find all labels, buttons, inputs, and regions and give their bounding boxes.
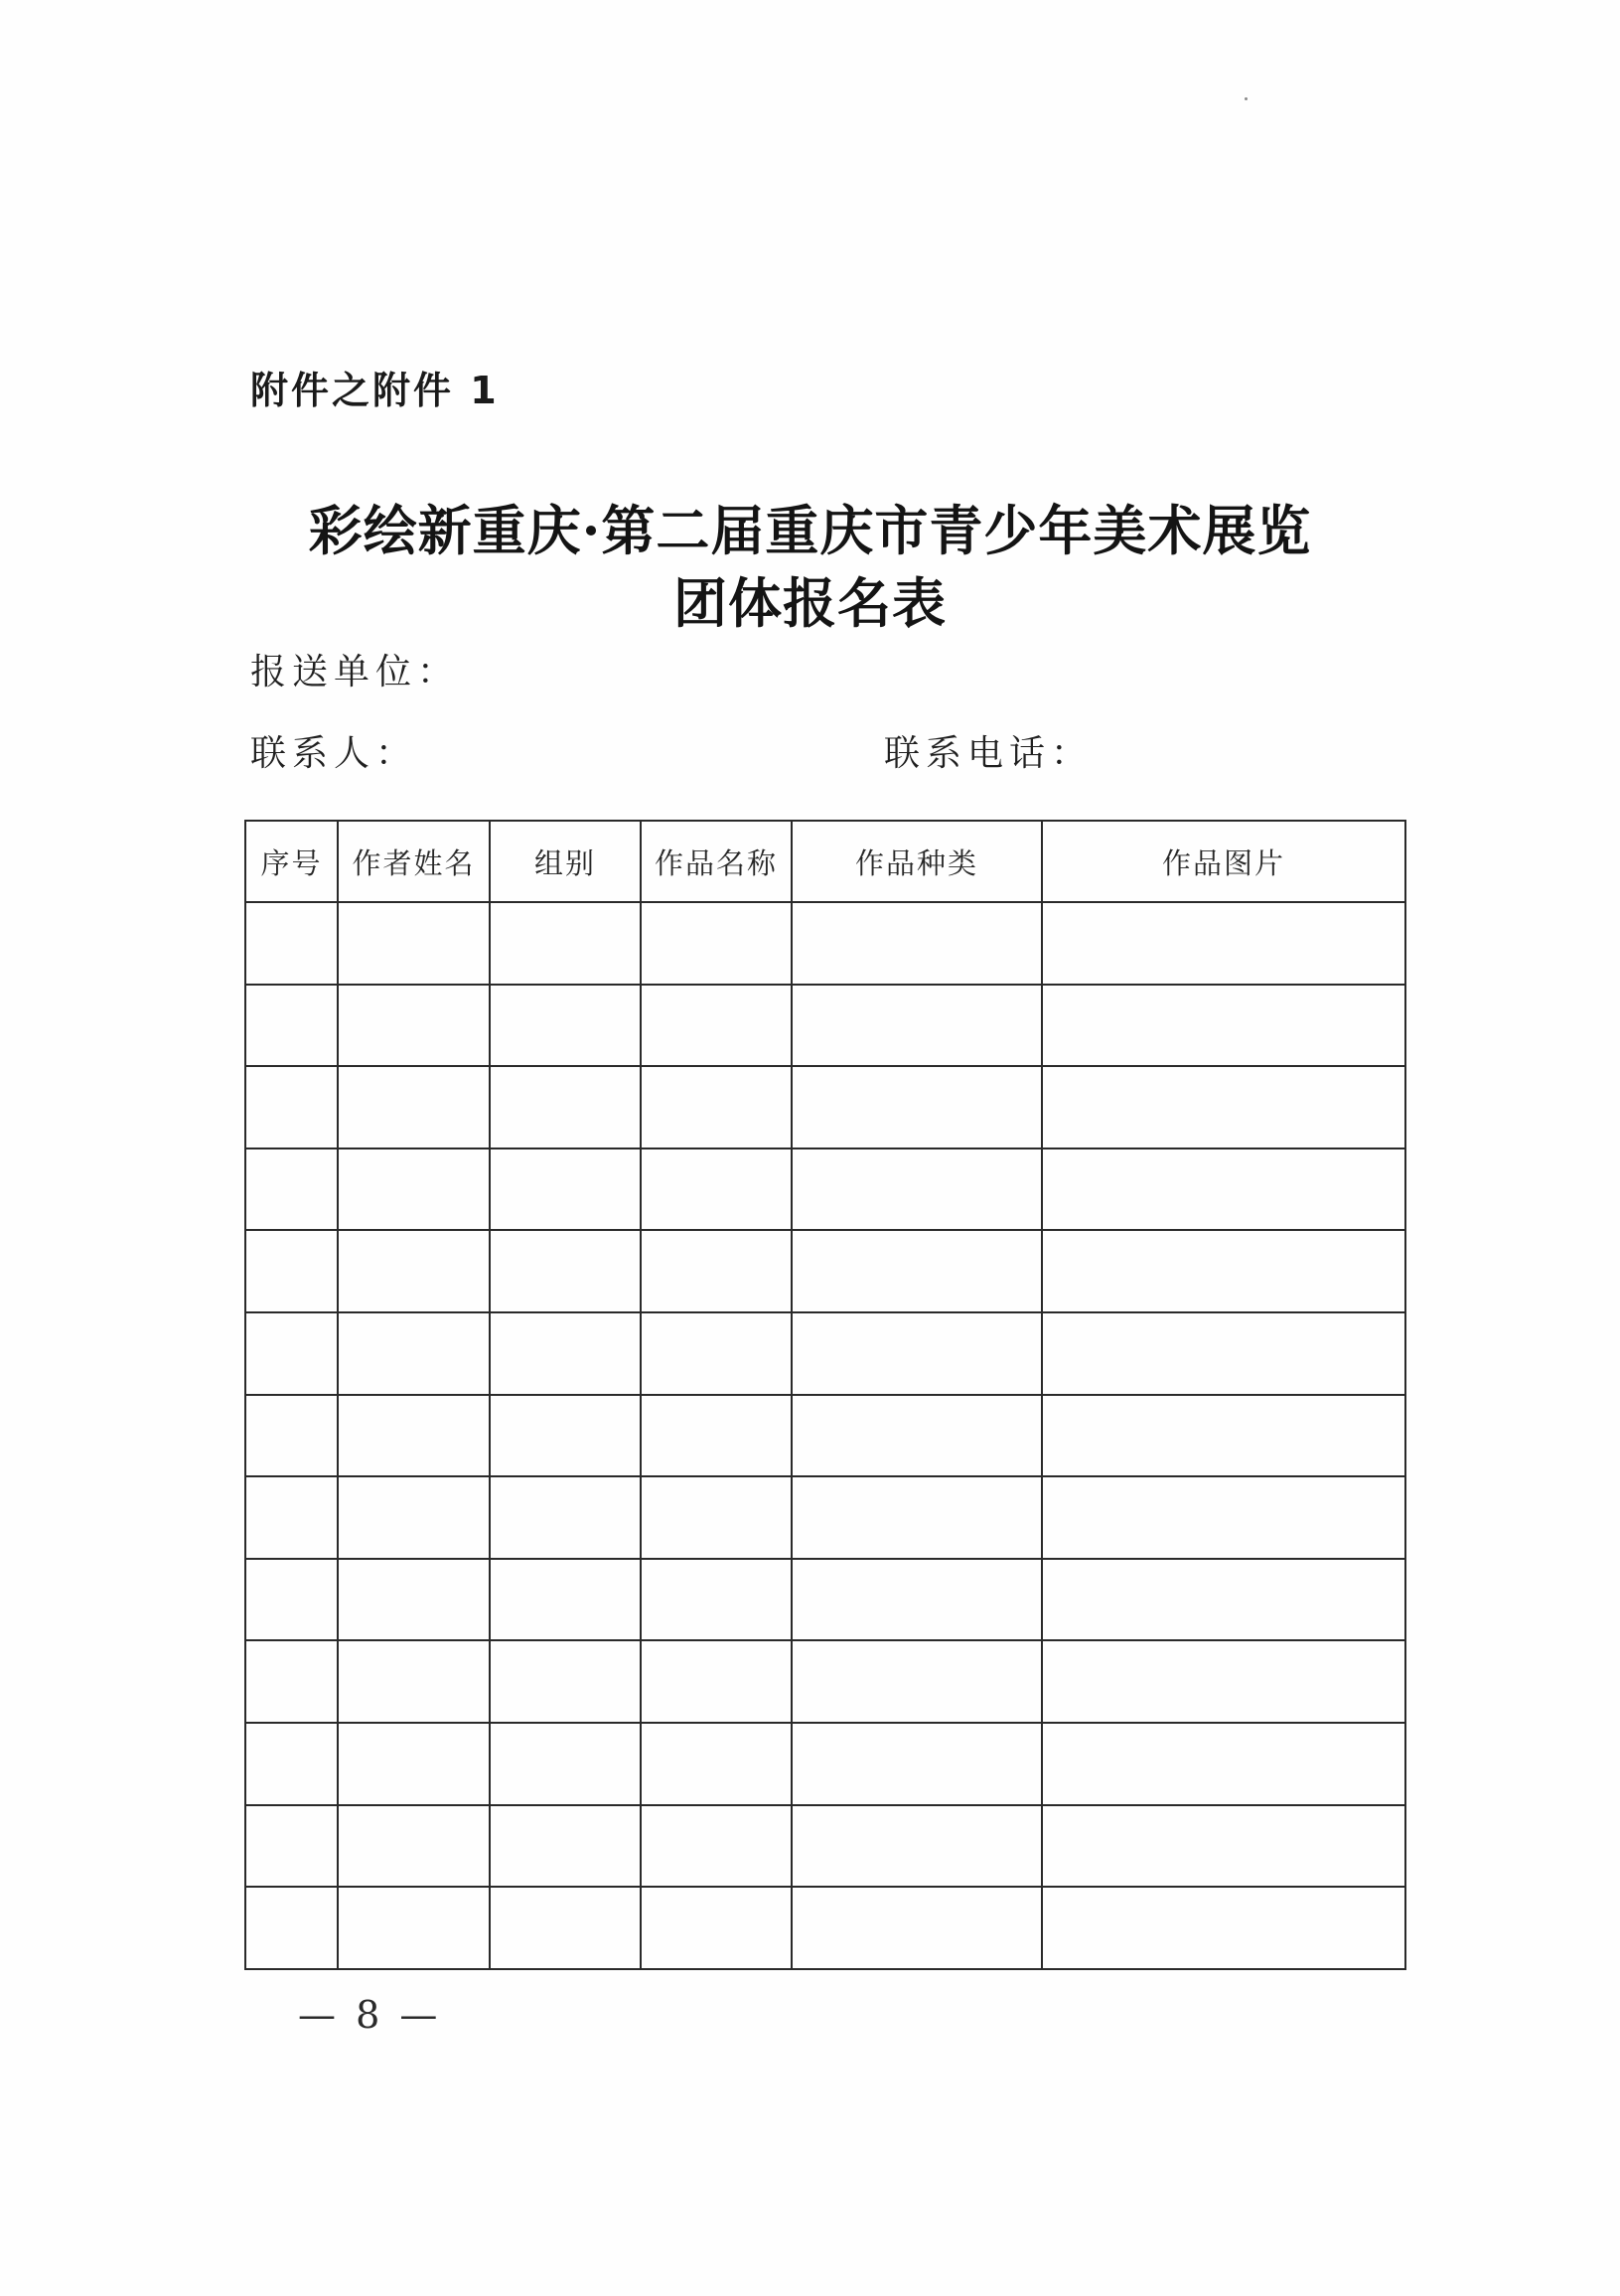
form-title-line2: 团体报名表 [673, 571, 947, 635]
form-title-line1: 彩绘新重庆·第二届重庆市青少年美术展览 [308, 499, 1312, 562]
cell-work-type[interactable] [792, 1148, 1042, 1231]
cell-work-title[interactable] [641, 1723, 792, 1805]
cell-work-image[interactable] [1042, 1805, 1405, 1888]
cell-serial[interactable] [245, 1066, 338, 1148]
cell-work-image[interactable] [1042, 1559, 1405, 1641]
cell-author-name[interactable] [338, 1805, 490, 1888]
cell-serial[interactable] [245, 1148, 338, 1231]
cell-work-type[interactable] [792, 1066, 1042, 1148]
cell-serial[interactable] [245, 1559, 338, 1641]
cell-group[interactable] [490, 1476, 641, 1559]
cell-work-image[interactable] [1042, 902, 1405, 985]
cell-serial[interactable] [245, 1230, 338, 1312]
attachment-label: 附件之附件 1 [250, 369, 500, 412]
table-row [245, 1723, 1405, 1805]
cell-author-name[interactable] [338, 1559, 490, 1641]
table-row [245, 1559, 1405, 1641]
cell-work-title[interactable] [641, 1395, 792, 1477]
cell-serial[interactable] [245, 1395, 338, 1477]
page-number: — 8 — [298, 1993, 442, 2037]
cell-work-image[interactable] [1042, 985, 1405, 1067]
cell-work-type[interactable] [792, 1887, 1042, 1969]
cell-group[interactable] [490, 902, 641, 985]
cell-group[interactable] [490, 985, 641, 1067]
cell-group[interactable] [490, 1230, 641, 1312]
field-label-unit: 报送单位： [250, 652, 460, 692]
header-serial: 序号 [245, 821, 338, 902]
header-work-image: 作品图片 [1042, 821, 1405, 902]
field-label-contact: 联系人： [250, 733, 418, 774]
cell-work-title[interactable] [641, 1148, 792, 1231]
cell-group[interactable] [490, 1640, 641, 1723]
cell-work-image[interactable] [1042, 1476, 1405, 1559]
cell-serial[interactable] [245, 985, 338, 1067]
cell-group[interactable] [490, 1395, 641, 1477]
table-header-row [245, 821, 1405, 902]
cell-work-title[interactable] [641, 985, 792, 1067]
table-row [245, 1395, 1405, 1477]
cell-author-name[interactable] [338, 1640, 490, 1723]
cell-work-title[interactable] [641, 1887, 792, 1969]
cell-group[interactable] [490, 1805, 641, 1888]
cell-group[interactable] [490, 1887, 641, 1969]
cell-work-type[interactable] [792, 1723, 1042, 1805]
cell-author-name[interactable] [338, 1230, 490, 1312]
cell-author-name[interactable] [338, 1723, 490, 1805]
cell-work-type[interactable] [792, 1312, 1042, 1395]
header-group: 组别 [490, 821, 641, 902]
cell-work-image[interactable] [1042, 1723, 1405, 1805]
cell-serial[interactable] [245, 1312, 338, 1395]
table-row [245, 1640, 1405, 1723]
cell-work-type[interactable] [792, 1640, 1042, 1723]
cell-work-image[interactable] [1042, 1230, 1405, 1312]
cell-group[interactable] [490, 1148, 641, 1231]
cell-author-name[interactable] [338, 985, 490, 1067]
header-work-title: 作品名称 [641, 821, 792, 902]
cell-work-type[interactable] [792, 1805, 1042, 1888]
cell-group[interactable] [490, 1312, 641, 1395]
cell-work-title[interactable] [641, 1640, 792, 1723]
cell-work-type[interactable] [792, 1476, 1042, 1559]
table-row [245, 985, 1405, 1067]
cell-serial[interactable] [245, 1805, 338, 1888]
cell-work-image[interactable] [1042, 1066, 1405, 1148]
cell-serial[interactable] [245, 902, 338, 985]
table-row [245, 1066, 1405, 1148]
cell-work-title[interactable] [641, 1805, 792, 1888]
cell-group[interactable] [490, 1066, 641, 1148]
cell-work-image[interactable] [1042, 1148, 1405, 1231]
table-row [245, 1805, 1405, 1888]
cell-group[interactable] [490, 1723, 641, 1805]
table-row [245, 1312, 1405, 1395]
cell-serial[interactable] [245, 1640, 338, 1723]
cell-author-name[interactable] [338, 902, 490, 985]
cell-serial[interactable] [245, 1887, 338, 1969]
registration-table [244, 820, 1406, 1970]
cell-author-name[interactable] [338, 1066, 490, 1148]
cell-work-type[interactable] [792, 985, 1042, 1067]
cell-work-image[interactable] [1042, 1395, 1405, 1477]
cell-work-title[interactable] [641, 1312, 792, 1395]
scan-speck [1245, 97, 1248, 100]
cell-author-name[interactable] [338, 1887, 490, 1969]
header-work-type: 作品种类 [792, 821, 1042, 902]
cell-author-name[interactable] [338, 1476, 490, 1559]
table-row [245, 1887, 1405, 1969]
cell-serial[interactable] [245, 1476, 338, 1559]
cell-work-image[interactable] [1042, 1312, 1405, 1395]
cell-work-title[interactable] [641, 1559, 792, 1641]
cell-work-type[interactable] [792, 1395, 1042, 1477]
table-row [245, 1476, 1405, 1559]
cell-group[interactable] [490, 1559, 641, 1641]
table-body [245, 902, 1405, 1969]
header-author-name: 作者姓名 [338, 821, 490, 902]
field-label-phone: 联系电话： [884, 733, 1094, 774]
cell-work-title[interactable] [641, 1476, 792, 1559]
cell-work-image[interactable] [1042, 1887, 1405, 1969]
table-row [245, 1230, 1405, 1312]
cell-work-title[interactable] [641, 1066, 792, 1148]
cell-author-name[interactable] [338, 1312, 490, 1395]
cell-author-name[interactable] [338, 1148, 490, 1231]
cell-work-image[interactable] [1042, 1640, 1405, 1723]
cell-author-name[interactable] [338, 1395, 490, 1477]
cell-serial[interactable] [245, 1723, 338, 1805]
table-row [245, 1148, 1405, 1231]
cell-work-title[interactable] [641, 1230, 792, 1312]
cell-work-type[interactable] [792, 902, 1042, 985]
cell-work-title[interactable] [641, 902, 792, 985]
cell-work-type[interactable] [792, 1230, 1042, 1312]
table-row [245, 902, 1405, 985]
cell-work-type[interactable] [792, 1559, 1042, 1641]
